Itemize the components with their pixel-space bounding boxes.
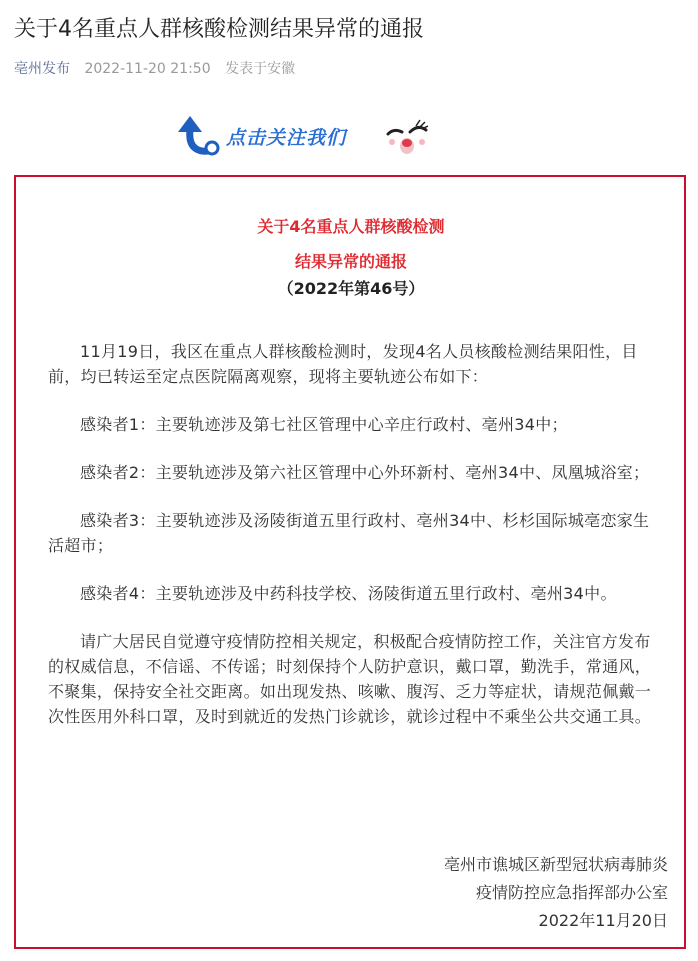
notice-heading-line2: 结果异常的通报 [294,252,407,271]
signature-org-line2: 疫情防控应急指挥部办公室 [475,883,668,902]
publish-location: 发表于安徽 [225,61,296,77]
follow-arrow-icon [168,108,228,164]
cartoon-face-icon [382,112,432,162]
article-meta [14,59,295,79]
follow-banner[interactable] [168,108,438,164]
notice-heading-line1: 关于4名重点人群核酸检测 [257,217,445,236]
paragraph-case-1: 感染者1：主要轨迹涉及第七社区管理中心辛庄行政村、亳州34中； [80,415,568,434]
paragraph-case-3: 感染者3：主要轨迹涉及汤陵街道五里行政村、亳州34中、杉杉国际城亳恋家生活超市； [48,511,650,555]
notice-frame [14,175,686,949]
follow-text: 点击关注我们 [226,127,347,149]
notice-body [48,339,654,729]
paragraph-advice: 请广大居民自觉遵守疫情防控相关规定，积极配合疫情防控工作，关注官方发布的权威信息，不信谣、不传谣；时刻保持个人防护意识，戴口罩，勤洗手，常通风，不聚集，保持安全社交距离。如出现发热、咳嗽、腹泻、乏力等症状，请规范佩戴一次性医用外科口罩，及时到就近的发热门诊就诊，就诊过程中不乘坐公共交通工具。 [48,632,652,726]
account-name-link[interactable]: 亳州发布 [14,61,70,77]
notice-signature [444,851,668,935]
publish-time: 2022-11-20 21:50 [84,61,211,77]
paragraph-case-4: 感染者4：主要轨迹涉及中药科技学校、汤陵街道五里行政村、亳州34中。 [80,584,617,603]
paragraph-case-2: 感染者2：主要轨迹涉及第六社区管理中心外环新村、亳州34中、凤凰城浴室； [80,463,650,482]
paragraph-intro: 11月19日，我区在重点人群核酸检测时，发现4名人员核酸检测结果阳性，目前，均已转运至定点医院隔离观察，现将主要轨迹公布如下： [48,342,638,386]
signature-date: 2022年11月20日 [538,911,668,930]
article-title: 关于4名重点人群核酸检测结果异常的通报 [14,17,424,42]
signature-org-line1: 亳州市谯城区新型冠状病毒肺炎 [443,855,668,874]
notice-number: （2022年第46号） [277,279,425,298]
